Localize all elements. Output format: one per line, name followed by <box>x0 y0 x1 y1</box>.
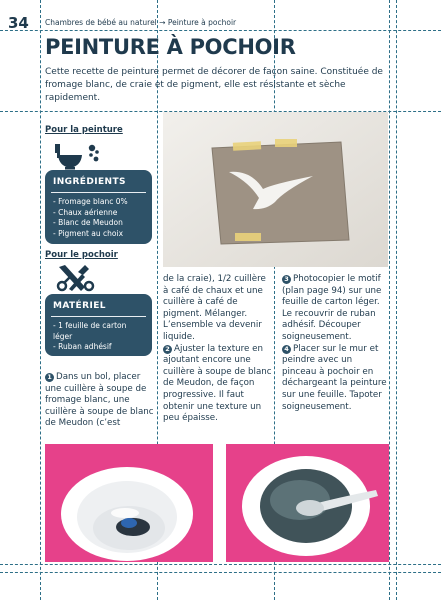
list-item: - Fromage blanc 0% <box>53 197 128 206</box>
breadcrumb-current: Peinture à pochoir <box>167 18 237 27</box>
step-number-badge: 3 <box>282 275 291 284</box>
dots-icon <box>86 142 102 168</box>
mixed-paint-photo <box>226 444 389 562</box>
stencil-section-heading: Pour le pochoir <box>45 250 118 260</box>
list-item: - Blanc de Meudon <box>53 218 123 227</box>
ingredients-list <box>45 197 152 245</box>
ingredients-title: INGRÉDIENTS <box>53 177 126 187</box>
list-item: - Ruban adhésif <box>53 342 112 351</box>
list-item: - Pigment au choix <box>53 228 124 238</box>
step-number-badge: 4 <box>282 345 291 354</box>
layout-guide <box>0 564 441 565</box>
mortar-and-pestle-icon <box>54 140 86 174</box>
materials-list <box>45 321 152 359</box>
step-3-text: Photocopier le motif (plan page 94) sur une feuille de carton léger. Le recouvrir de ruban adhésif. Découper soigneusement. <box>282 274 382 342</box>
stencil-wall-photo <box>163 112 388 267</box>
divider <box>51 316 146 317</box>
step-2-column <box>163 274 273 425</box>
step-1-continued: de la craie), 1/2 cuillère à café de chaux et une cuillère à café de pigment. Mélanger. L’ensemble va devenir liquide. <box>163 274 266 342</box>
ingredients-box <box>45 170 152 244</box>
bowl-ingredients-photo <box>45 444 213 562</box>
layout-guide <box>389 0 390 600</box>
materials-box <box>45 294 152 356</box>
tools-icon <box>56 263 96 297</box>
breadcrumb-section: Chambres de bébé au naturel <box>45 18 157 27</box>
layout-guide <box>0 572 441 573</box>
step-1-column <box>45 372 155 430</box>
page-number: 34 <box>8 14 29 32</box>
intro-paragraph: Cette recette de peinture permet de décorer de façon saine. Constituée de fromage blanc, de craie et de pigment, elle est résistante et sèche rapidement. <box>45 67 383 103</box>
paint-section-heading: Pour la peinture <box>45 125 123 135</box>
layout-guide <box>0 30 441 31</box>
step-number-badge: 2 <box>163 345 172 354</box>
breadcrumb <box>45 18 236 27</box>
step-4-text: Placer sur le mur et peindre avec un pinceau à pochoir en déchargeant la peinture sur une feuille. Tapoter soigneusement. <box>282 343 387 412</box>
page-title: PEINTURE À POCHOIR <box>45 35 296 59</box>
materials-title: MATÉRIEL <box>53 301 106 311</box>
step-1-text: Dans un bol, placer une cuillère à soupe de fromage blanc, une cuillère à soupe de blanc de Meudon (c’est <box>45 372 154 429</box>
breadcrumb-arrow: → <box>159 18 166 27</box>
list-item: - 1 feuille de carton léger <box>53 321 127 341</box>
layout-guide <box>40 0 41 600</box>
step-2-text: Ajuster la texture en ajoutant encore une cuillère à soupe de blanc de Meudon, de façon progressive. Il faut obtenir une texture un peu épaisse. <box>163 343 272 424</box>
step-number-badge: 1 <box>45 373 54 382</box>
list-item: - Chaux aérienne <box>53 207 118 217</box>
step-3-column <box>282 274 388 413</box>
divider <box>51 192 146 193</box>
layout-guide <box>396 0 397 600</box>
